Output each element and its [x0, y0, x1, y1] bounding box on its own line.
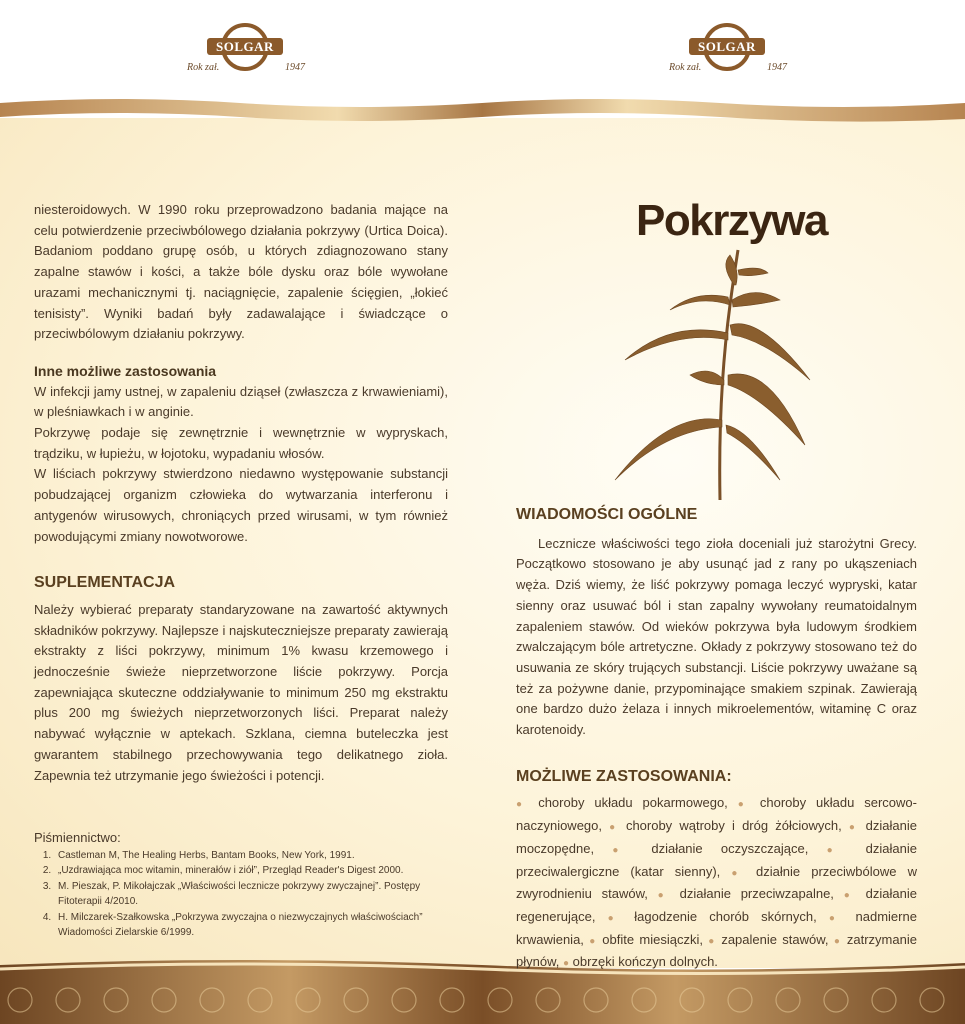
logo-est-left: Rok zał. — [669, 62, 702, 73]
right-column — [516, 505, 917, 975]
other-uses-heading: Inne możliwe zastosowania — [34, 362, 217, 379]
intro-paragraph: niesteroidowych. W 1990 roku przeprowadzono badania mające na celu potwierdzenie przeciwbólowego działania pokrzywy (Urtica Doica). Badaniom poddano grupę osób, u których zdiagnozowano stany zapalne stawów i kości, a także bóle dysku oraz bóle wywołane urazami mechanicznymi tj. naciągnięcie, zapalenie ścięgien, „łokieć tenisisty”. Wyniki badań były zadawalające i świadczące o przeciwbólowym działaniu pokrzywy. — [34, 202, 448, 342]
solgar-logo-right — [667, 22, 787, 82]
bullet-icon: ● — [848, 822, 859, 834]
use-item: nadmierne krwawienia, — [516, 908, 917, 947]
use-item: działanie przeciwzapalne, — [679, 886, 834, 902]
use-item: łagodzenie chorób skórnych, — [634, 908, 817, 924]
reference-item: 2. „Uzdrawiająca moc witamin, minerałów i ziół”, Przegląd Reader's Digest 2000. — [54, 863, 448, 879]
general-info-heading: WIADOMOŚCI OGÓLNE — [516, 506, 698, 523]
possible-uses-list — [516, 793, 917, 975]
use-item: działanie przeciwalergiczne (katar sienny), — [516, 840, 917, 879]
use-item: zapalenie stawów, — [721, 931, 829, 947]
bullet-icon: ● — [731, 867, 745, 879]
use-item: obfite miesiączki, — [602, 931, 703, 947]
bullet-icon: ● — [609, 822, 619, 834]
logo-brand: SOLGAR — [698, 39, 756, 54]
references — [34, 830, 448, 941]
top-band — [0, 0, 965, 110]
bullet-icon: ● — [833, 935, 842, 947]
reference-item: 1. Castleman M, The Healing Herbs, Bantam Books, New York, 1991. — [54, 848, 448, 864]
use-item: działnie przeciwbólowe w zwyrodnieniu stawów, — [516, 863, 917, 902]
use-item: obrzęki kończyn dolnych. — [572, 954, 718, 970]
page-title: Pokrzywa — [636, 196, 827, 245]
solgar-logo-left — [185, 22, 305, 82]
use-item: działanie moczopędne, — [516, 818, 917, 856]
bullet-icon: ● — [826, 844, 848, 856]
supplementation-heading: SUPLEMENTACJA — [34, 574, 176, 592]
bullet-icon: ● — [708, 935, 716, 947]
other-uses-p2: Pokrzywę podaje się zewnętrznie i wewnętrznie w wypryskach, trądziku, w łupieżu, w łojotoku, wypadaniu włosów. — [34, 425, 448, 461]
logo-est-left: Rok zał. — [187, 62, 220, 73]
bullet-icon: ● — [828, 912, 844, 924]
use-item: działanie oczyszczające, — [651, 840, 809, 856]
possible-uses-heading: MOŻLIWE ZASTOSOWANIA: — [516, 767, 732, 785]
supplementation-paragraph: Należy wybierać preparaty standaryzowane na zawartość aktywnych składników pokrzywy. Najlepsze i najskuteczniejsze preparaty zawierają ekstrakty z liści pokrzywy, minimum 1% kwasu krzemowego i jednocześnie świeże nieprzetworzone liście pokrzywy. Porcja zapewniająca skuteczne oddziaływanie to minimum 250 mg ekstraktu plus 200 mg świeżych nieprzetworzonych liści. Preparat należy nabywać wyłącznie w aptekach. Szklana, ciemna buteleczka jest gwarantem stabilnego przechowywania tego delikatnego zioła. Zapewnia też utrzymanie jego świeżości i potencji. — [34, 601, 448, 783]
other-uses-p1: W infekcji jamy ustnej, w zapaleniu dziąseł (zwłaszcza z krwawieniami), w pleśniawkach i w anginie. — [34, 383, 448, 420]
use-item: choroby układu pokarmowego, — [538, 795, 728, 811]
bullet-icon: ● — [737, 799, 750, 811]
general-info-paragraph: Lecznicze właściwości tego zioła doceniali już starożytni Grecy. Początkowo stosowano je aby usunąć jad z rany po ukąszeniach węża. Dziś wiemy, że liść pokrzywy pomaga leczyć wypryski, katar sienny oraz usuwać ból i stan zapalny wywołany reumatoidalnym zapaleniem stawów. Od wieków pokrzywa była ludowym środkiem zwalczającym bóle artretyczne. Okłady z pokrzywy stosowano też do usuwania ze skóry trujących substancji. Liście pokrzywy uważane są też za pożywne danie, przypominające smakiem szpinak. Zawierają one bardzo dużo żelaza i innych mikroelementów, witaminę C oraz karotenoidy. — [516, 535, 917, 738]
bullet-icon: ● — [607, 912, 623, 924]
bullet-icon: ● — [612, 844, 634, 856]
bullet-icon: ● — [657, 890, 670, 902]
logo-est-right: 1947 — [285, 62, 305, 73]
reference-item: 4. H. Milczarek-Szałkowska „Pokrzywa zwyczajna o niezwyczajnych właściwościach” Wiadomości Zielarskie 6/1999. — [54, 910, 448, 941]
reference-item: 3. M. Pieszak, P. Mikołajczak „Właściwości lecznicze pokrzywy zwyczajnej”. Postępy Fitoterapii 4/2010. — [54, 879, 448, 910]
bullet-icon: ● — [589, 935, 597, 947]
nettle-illustration — [610, 245, 820, 500]
other-uses-p3: W liściach pokrzywy stwierdzono niedawno występowanie substancji pobudzającej organizm człowieka do wytwarzania interferonu i antygenów wirusowych, chroniących przed wirusami, w tym również powodującymi zmiany nowotworowe. — [34, 466, 448, 544]
logo-est-right: 1947 — [767, 62, 787, 73]
left-column — [34, 200, 448, 786]
use-item: działanie regenerujące, — [516, 886, 917, 924]
logo-brand: SOLGAR — [216, 39, 274, 54]
use-item: zatrzymanie płynów, — [516, 931, 917, 970]
use-item: choroby układu sercowo-naczyniowego, — [516, 795, 917, 834]
references-heading: Piśmiennictwo: — [34, 830, 121, 845]
bullet-icon: ● — [516, 799, 529, 811]
bullet-icon: ● — [563, 958, 570, 970]
bullet-icon: ● — [843, 890, 856, 902]
use-item: choroby wątroby i dróg żółciowych, — [625, 818, 842, 834]
top-wave-decoration — [0, 95, 965, 135]
